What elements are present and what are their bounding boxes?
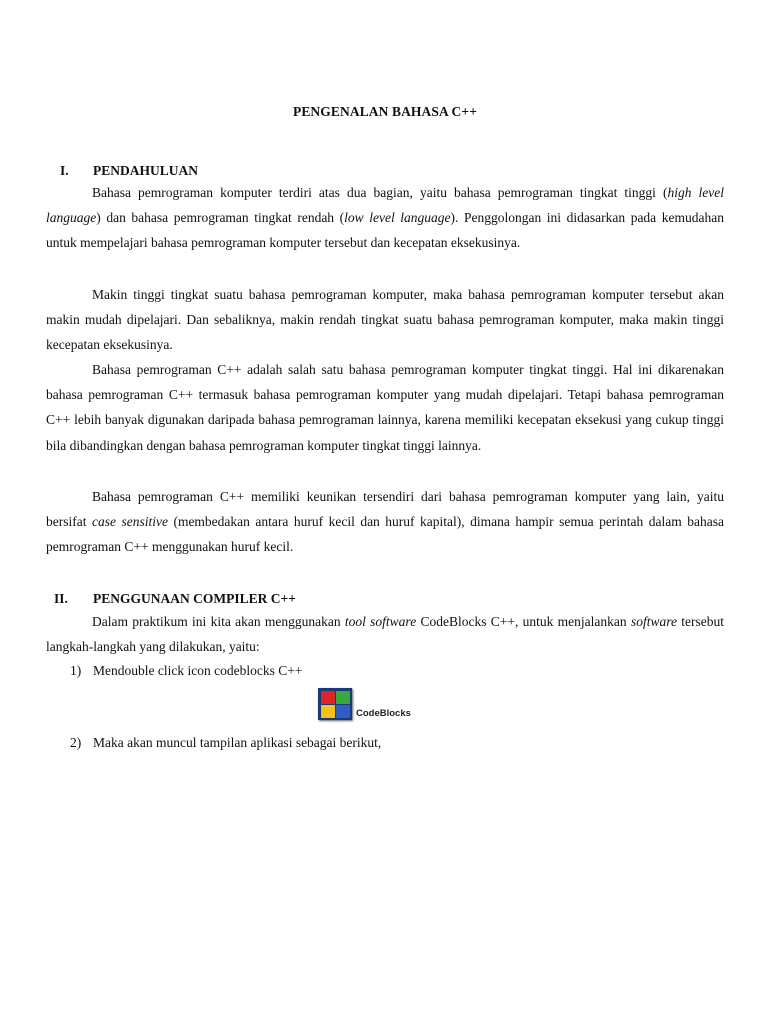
list-item-marker: 2) <box>70 735 82 750</box>
section-1-paragraph-2: Makin tinggi tingkat suatu bahasa pemrograman komputer, maka bahasa pemrograman komputer tersebut akan makin mudah dipelajari. Dan sebaliknya, makin rendah tingkat suatu bahasa pemrograman komputer, maka makin tinggi kecepatan eksekusinya. <box>46 287 724 353</box>
section-1-title: PENDAHULUAN <box>93 163 199 178</box>
section-1-paragraph-4: Bahasa pemrograman C++ memiliki keunikan tersendiri dari bahasa pemrograman komputer yang lain, yaitu bersifat case sensitive (membedakan antara huruf kecil dan huruf kapital), dimana hampir semua perintah dalam bahasa pemrograman C++ menggunakan huruf kecil. <box>46 489 724 555</box>
section-1-number: I. <box>60 163 69 178</box>
section-1-paragraph-1: Bahasa pemrograman komputer terdiri atas dua bagian, yaitu bahasa pemrograman tingkat tinggi (high level language) dan bahasa pemrograman tingkat rendah (low level language). Penggolongan ini didasarkan pada kemudahan untuk mempelajari bahasa pemrograman komputer tersebut dan kecepatan eksekusinya. <box>46 185 724 251</box>
codeblocks-label: CodeBlocks <box>356 708 411 719</box>
document-title: PENGENALAN BAHASA C++ <box>292 104 477 119</box>
codeblocks-icon-red <box>321 691 335 704</box>
codeblocks-logo <box>318 688 418 722</box>
section-2-number: II. <box>54 591 68 606</box>
codeblocks-icon <box>318 688 352 720</box>
list-item-text: Mendouble click icon codeblocks C++ <box>93 663 303 678</box>
section-2-title: PENGGUNAAN COMPILER C++ <box>93 591 296 606</box>
section-1-paragraph-3: Bahasa pemrograman C++ adalah salah satu bahasa pemrograman komputer tingkat tinggi. Hal ini dikarenakan bahasa pemrograman C++ termasuk bahasa pemrograman komputer yang mudah dipelajari. Tetapi bahasa pemrograman C++ lebih banyak digunakan daripada bahasa pemrograman lainnya, karena memiliki kecepatan eksekusi yang cukup tinggi bila dibandingkan dengan bahasa pemrograman komputer tingkat tinggi lainnya. <box>46 362 724 453</box>
codeblocks-icon-green <box>336 691 350 704</box>
list-item-marker: 1) <box>70 663 82 678</box>
list-item-text: Maka akan muncul tampilan aplikasi sebagai berikut, <box>93 735 382 750</box>
codeblocks-icon-blue <box>336 705 350 718</box>
section-2-paragraph-1: Dalam praktikum ini kita akan menggunakan tool software CodeBlocks C++, untuk menjalankan software tersebut langkah-langkah yang dilakukan, yaitu: <box>46 614 724 655</box>
codeblocks-icon-yellow <box>321 705 335 718</box>
